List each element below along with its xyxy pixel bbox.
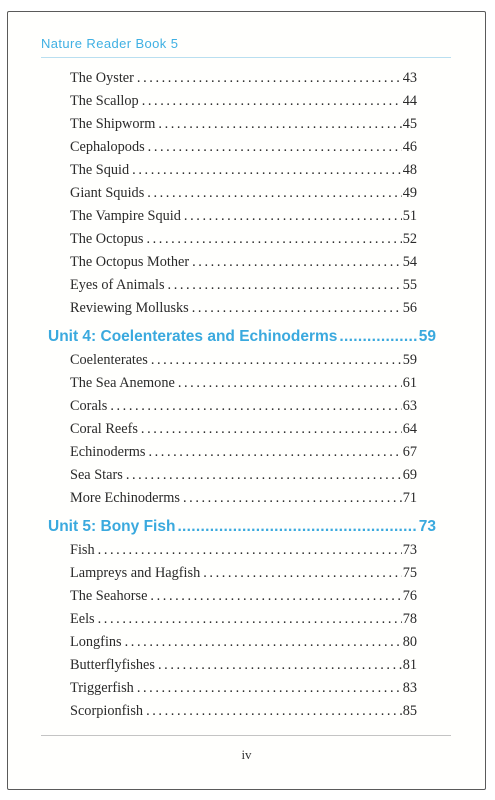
toc-entry-title: Fish xyxy=(70,542,95,558)
toc-entry-page: 49 xyxy=(402,185,417,201)
toc-entry xyxy=(70,465,417,485)
toc-entry-page: 75 xyxy=(402,565,417,581)
toc-entry xyxy=(70,137,417,157)
unit-title: Unit 5: Bony Fish xyxy=(48,518,176,535)
dot-leader xyxy=(150,586,401,606)
dot-leader xyxy=(158,114,401,134)
toc-entry-page: 44 xyxy=(402,93,417,109)
toc-entry xyxy=(70,563,417,583)
unit-page: 73 xyxy=(418,518,436,535)
toc-entry xyxy=(70,419,417,439)
toc-entry xyxy=(70,609,417,629)
dot-leader xyxy=(98,540,402,560)
toc-entry-title: Longfins xyxy=(70,634,122,650)
toc-entry-page: 55 xyxy=(402,277,417,293)
dot-leader xyxy=(147,183,401,203)
dot-leader xyxy=(137,678,402,698)
toc-entry xyxy=(70,396,417,416)
toc-entry-page: 48 xyxy=(402,162,417,178)
toc-entry-page: 73 xyxy=(402,542,417,558)
toc-entry-title: Lampreys and Hagfish xyxy=(70,565,201,581)
toc-entry xyxy=(70,183,417,203)
toc-entry xyxy=(70,540,417,560)
toc-entry-page: 63 xyxy=(402,398,417,414)
toc-entry xyxy=(70,701,417,721)
unit-title: Unit 4: Coelenterates and Echinoderms xyxy=(48,328,338,345)
running-head: Nature Reader Book 5 xyxy=(41,36,179,51)
toc-entry-title: Echinoderms xyxy=(70,444,146,460)
toc-entry xyxy=(70,586,417,606)
toc-entry-page: 54 xyxy=(402,254,417,270)
toc-entry-title: The Oyster xyxy=(70,70,134,86)
dot-leader xyxy=(148,442,401,462)
dot-leader xyxy=(148,137,402,157)
toc-entry-page: 83 xyxy=(402,680,417,696)
toc-entry-page: 85 xyxy=(402,703,417,719)
toc-entry xyxy=(70,229,417,249)
toc-entry-page: 78 xyxy=(402,611,417,627)
dot-leader xyxy=(184,206,402,226)
dot-leader xyxy=(339,325,417,349)
toc-entry-page: 43 xyxy=(402,70,417,86)
toc-entry xyxy=(70,678,417,698)
toc-entry-title: Corals xyxy=(70,398,108,414)
page-number: iv xyxy=(241,747,252,762)
toc-entry-title: Reviewing Mollusks xyxy=(70,300,189,316)
dot-leader xyxy=(142,91,402,111)
toc-entry-title: The Octopus xyxy=(70,231,144,247)
toc-entry-page: 46 xyxy=(402,139,417,155)
toc-entry xyxy=(70,655,417,675)
toc-entry-title: The Seahorse xyxy=(70,588,148,604)
toc-entry xyxy=(70,68,417,88)
dot-leader xyxy=(146,229,401,249)
dot-leader xyxy=(126,465,402,485)
dot-leader xyxy=(137,68,402,88)
unit-heading xyxy=(48,515,436,539)
dot-leader xyxy=(192,298,402,318)
toc-entry-title: The Scallop xyxy=(70,93,139,109)
toc-entry-title: The Octopus Mother xyxy=(70,254,190,270)
dot-leader xyxy=(98,609,402,629)
toc-entry-page: 69 xyxy=(402,467,417,483)
toc-entry-page: 81 xyxy=(402,657,417,673)
dot-leader xyxy=(132,160,402,180)
header-rule xyxy=(41,57,451,58)
toc-entry-title: The Shipworm xyxy=(70,116,156,132)
dot-leader xyxy=(192,252,402,272)
toc-entry-page: 64 xyxy=(402,421,417,437)
toc-entry-page: 80 xyxy=(402,634,417,650)
dot-leader xyxy=(177,515,417,539)
toc-entry-title: Eyes of Animals xyxy=(70,277,165,293)
toc-entry xyxy=(70,488,417,508)
toc-entry-page: 76 xyxy=(402,588,417,604)
toc-entry xyxy=(70,206,417,226)
dot-leader xyxy=(203,563,401,583)
dot-leader xyxy=(183,488,402,508)
toc-entry xyxy=(70,373,417,393)
dot-leader xyxy=(110,396,401,416)
dot-leader xyxy=(158,655,402,675)
toc-entry-page: 67 xyxy=(402,444,417,460)
toc-entry-title: More Echinoderms xyxy=(70,490,180,506)
toc-entry xyxy=(70,252,417,272)
toc-entry-title: Butterflyfishes xyxy=(70,657,155,673)
toc-entry-title: Coelenterates xyxy=(70,352,148,368)
toc-entry-title: Scorpionfish xyxy=(70,703,144,719)
toc-entry-page: 51 xyxy=(402,208,417,224)
footer-rule xyxy=(41,735,451,736)
toc-entry-title: Triggerfish xyxy=(70,680,134,696)
dot-leader xyxy=(168,275,402,295)
dot-leader xyxy=(178,373,402,393)
toc-entry xyxy=(70,442,417,462)
dot-leader xyxy=(125,632,402,652)
toc-entry-title: The Sea Anemone xyxy=(70,375,175,391)
toc-entry-title: The Squid xyxy=(70,162,130,178)
toc-entry-page: 71 xyxy=(402,490,417,506)
unit-heading xyxy=(48,325,436,349)
toc-entry-page: 52 xyxy=(402,231,417,247)
toc-entry-page: 61 xyxy=(402,375,417,391)
toc-entry-title: Coral Reefs xyxy=(70,421,138,437)
toc-entry xyxy=(70,160,417,180)
toc-entry-title: Sea Stars xyxy=(70,467,123,483)
book-page xyxy=(7,11,486,790)
toc-entry-title: The Vampire Squid xyxy=(70,208,181,224)
toc-entry-title: Eels xyxy=(70,611,95,627)
toc-entry-page: 45 xyxy=(402,116,417,132)
dot-leader xyxy=(151,350,402,370)
dot-leader xyxy=(141,419,402,439)
toc-entry-title: Giant Squids xyxy=(70,185,145,201)
toc-entry xyxy=(70,114,417,134)
toc-entry-page: 56 xyxy=(402,300,417,316)
toc-entry xyxy=(70,632,417,652)
toc-entry xyxy=(70,91,417,111)
unit-page: 59 xyxy=(418,328,436,345)
toc-entry xyxy=(70,298,417,318)
toc-entry xyxy=(70,350,417,370)
toc-entry-title: Cephalopods xyxy=(70,139,145,155)
dot-leader xyxy=(146,701,402,721)
toc-entry-page: 59 xyxy=(402,352,417,368)
toc-entry xyxy=(70,275,417,295)
